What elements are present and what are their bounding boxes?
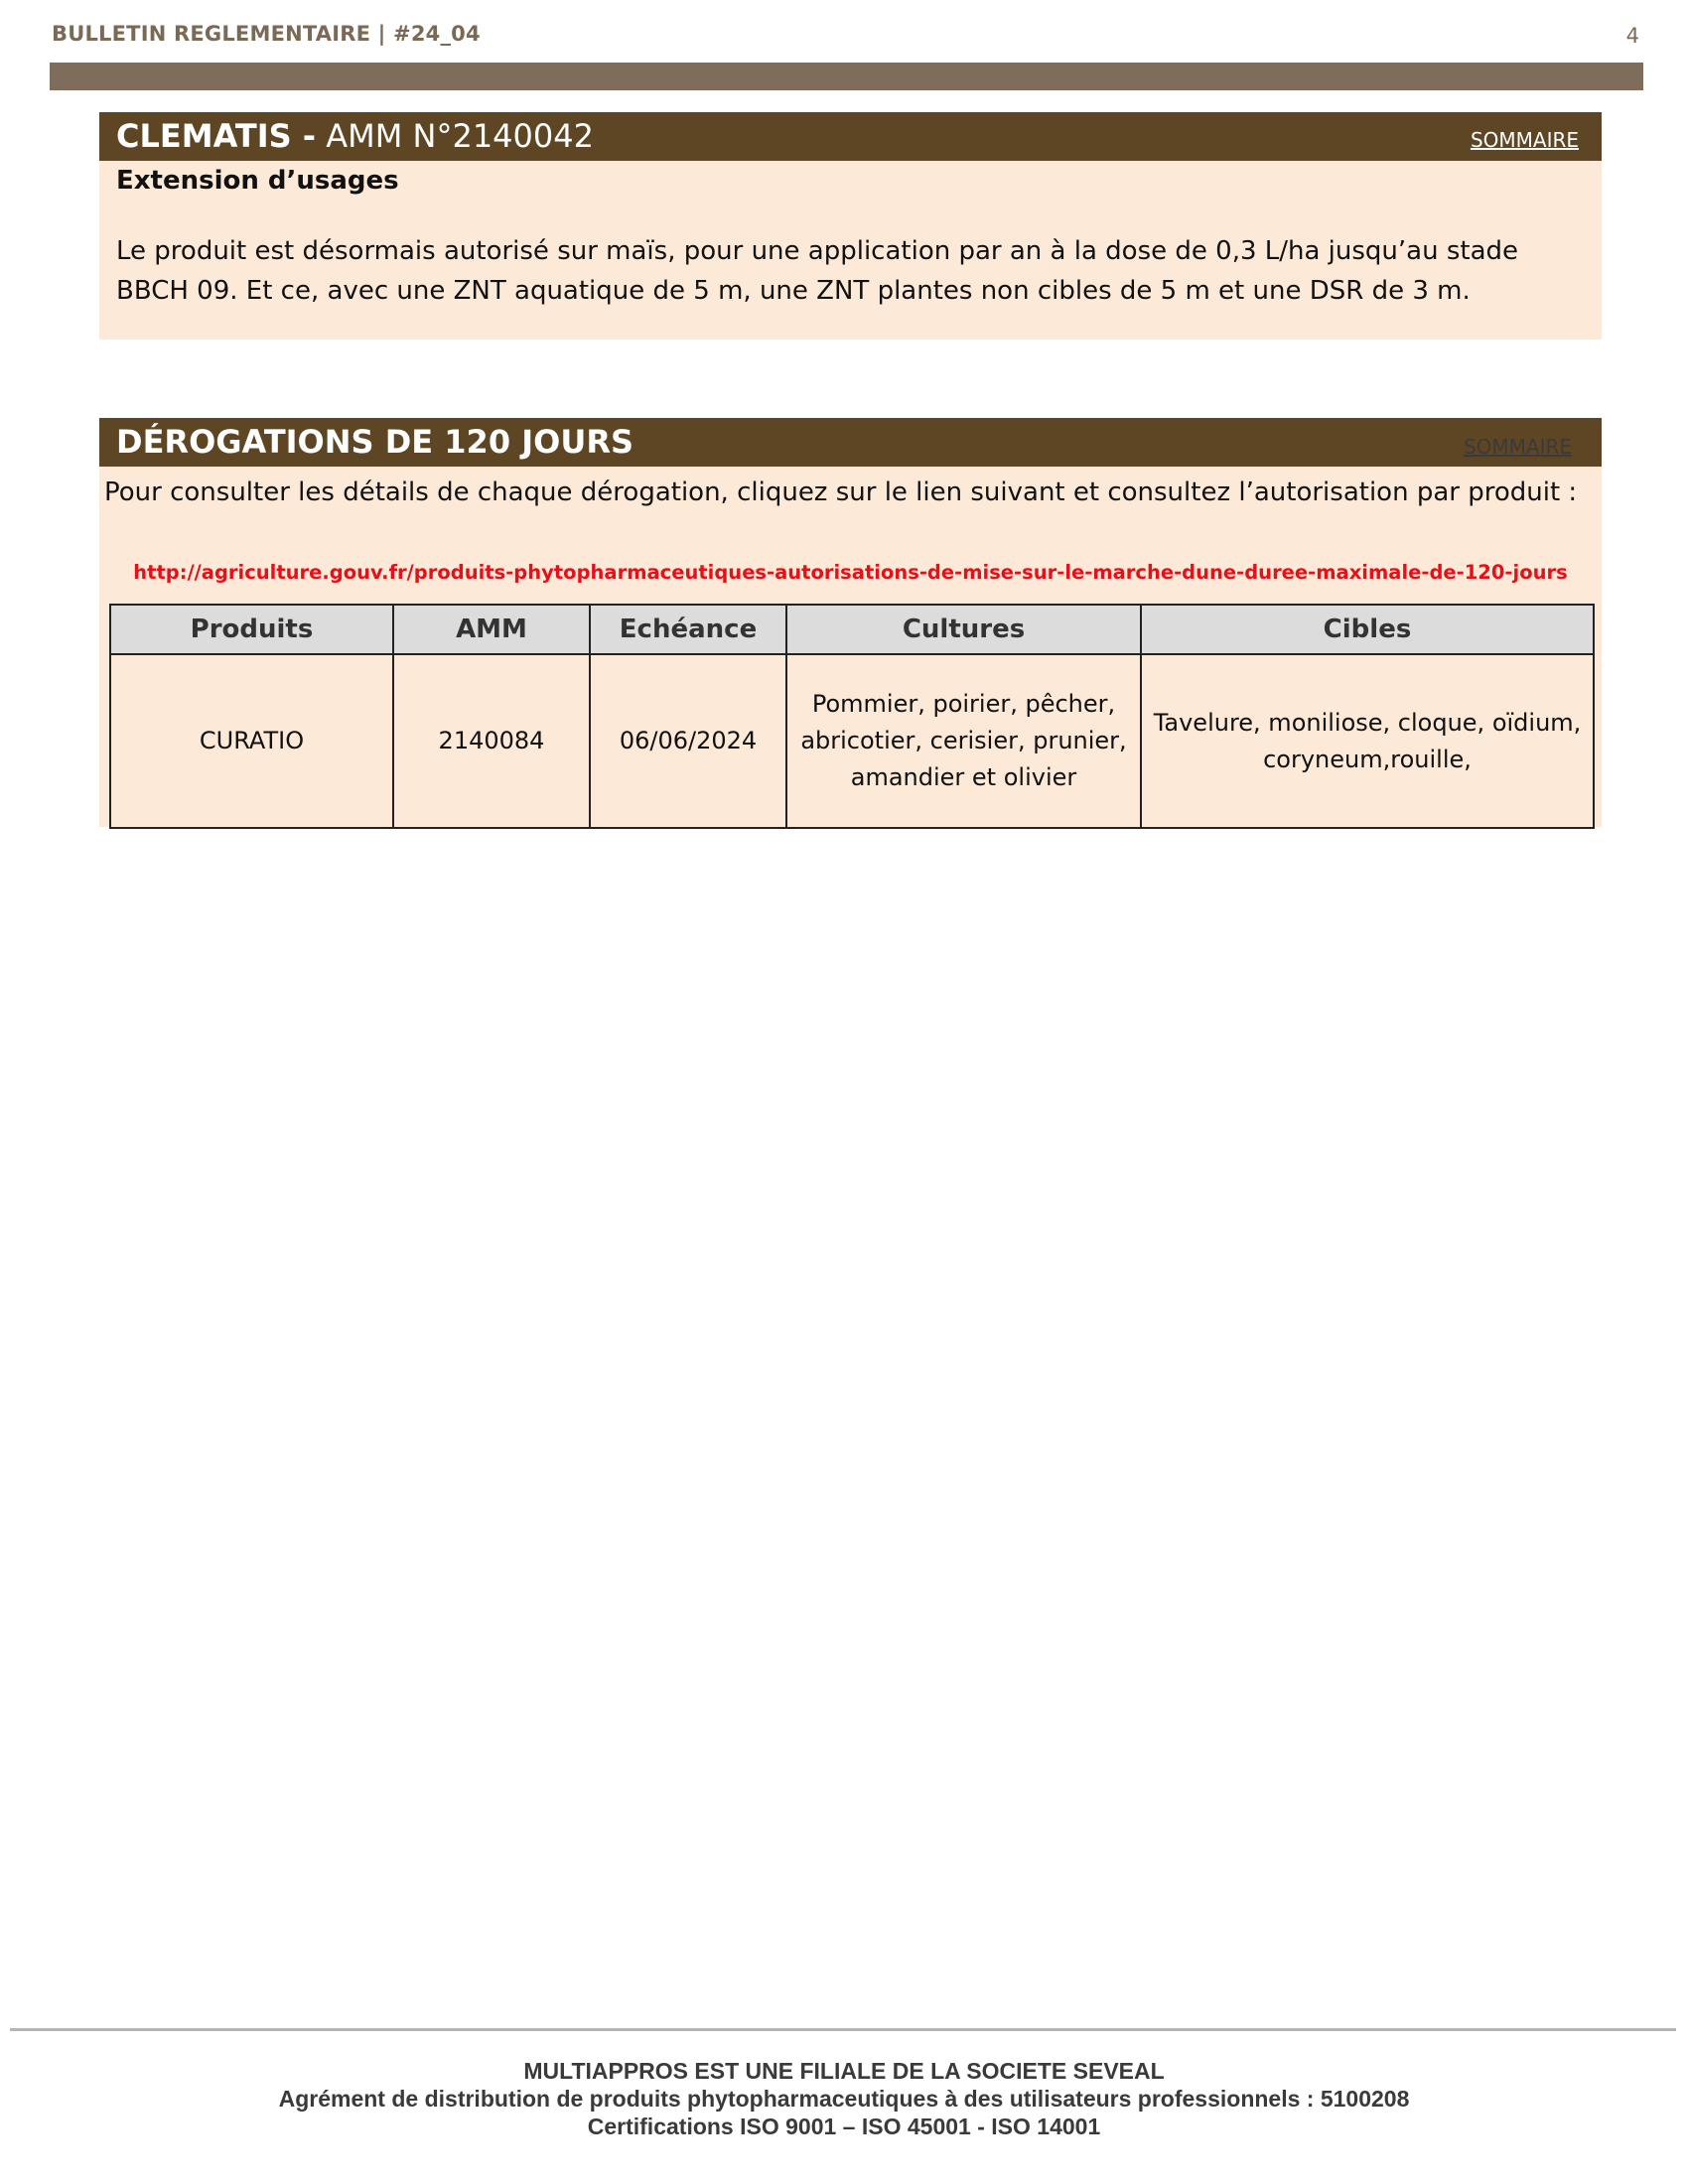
sommaire-link[interactable]: SOMMAIRE: [1470, 128, 1579, 152]
clematis-paragraph: Le produit est désormais autorisé sur maïs, pour une application par an à la dose de 0,3 L/ha jusqu’au stade BBCH 09. Et ce, avec une ZNT aquatique de 5 m, une ZNT plantes non cibles de 5 m et une DSR de 3 m.: [116, 236, 1519, 306]
table-row: [110, 654, 1594, 828]
clematis-title-product: CLEMATIS -: [116, 117, 317, 155]
derogations-table: [109, 604, 1595, 829]
cell-cultures: Pommier, poirier, pêcher, abricotier, cerisier, prunier, amandier et olivier: [786, 654, 1141, 828]
footer-agrement-line: Agrément de distribution de produits phytopharmaceutiques à des utilisateurs professionnels : 5100208: [278, 2086, 1410, 2112]
clematis-title-amm: AMM N°2140042: [326, 117, 594, 155]
footer-company-line: MULTIAPPROS EST UNE FILIALE DE LA SOCIETE SEVEAL: [523, 2058, 1165, 2084]
derogations-intro: Pour consulter les détails de chaque dérogation, cliquez sur le lien suivant et consultez l’autorisation par produit :: [104, 478, 1578, 507]
footer-rule: [10, 2028, 1676, 2031]
footer-certifications-line: Certifications ISO 9001 – ISO 45001 - ISO 14001: [587, 2114, 1101, 2139]
sommaire-link[interactable]: SOMMAIRE: [1463, 435, 1572, 459]
derogations-title: [116, 423, 633, 461]
table-header-row: [110, 605, 1594, 654]
page-number: 4: [1625, 24, 1639, 48]
clematis-section: [99, 112, 1602, 340]
clematis-title: [116, 117, 594, 155]
derogations-title-bar: [99, 418, 1602, 467]
header-rule: [50, 63, 1643, 90]
extension-usages-heading: Extension d’usages: [116, 166, 399, 196]
column-header-echeance: Echéance: [590, 605, 786, 654]
derogations-title-text: DÉROGATIONS DE 120 JOURS: [116, 423, 633, 461]
column-header-cibles: Cibles: [1141, 605, 1594, 654]
cell-amm: 2140084: [393, 654, 590, 828]
column-header-amm: AMM: [393, 605, 590, 654]
cell-cibles: Tavelure, moniliose, cloque, oïdium, coryneum,rouille,: [1141, 654, 1594, 828]
column-header-cultures: Cultures: [786, 605, 1141, 654]
derogations-section: [99, 418, 1602, 827]
cell-echeance: 06/06/2024: [590, 654, 786, 828]
derogations-url-link[interactable]: http://agriculture.gouv.fr/produits-phytopharmaceutiques-autorisations-de-mise-sur-le-marche-dune-duree-maximale-de-120-jours: [133, 561, 1568, 584]
page-footer: [0, 2057, 1688, 2140]
page-header: [50, 22, 1643, 52]
bulletin-title: BULLETIN REGLEMENTAIRE | #24_04: [52, 22, 481, 46]
cell-produit: CURATIO: [110, 654, 393, 828]
clematis-title-bar: [99, 112, 1602, 161]
column-header-produits: Produits: [110, 605, 393, 654]
